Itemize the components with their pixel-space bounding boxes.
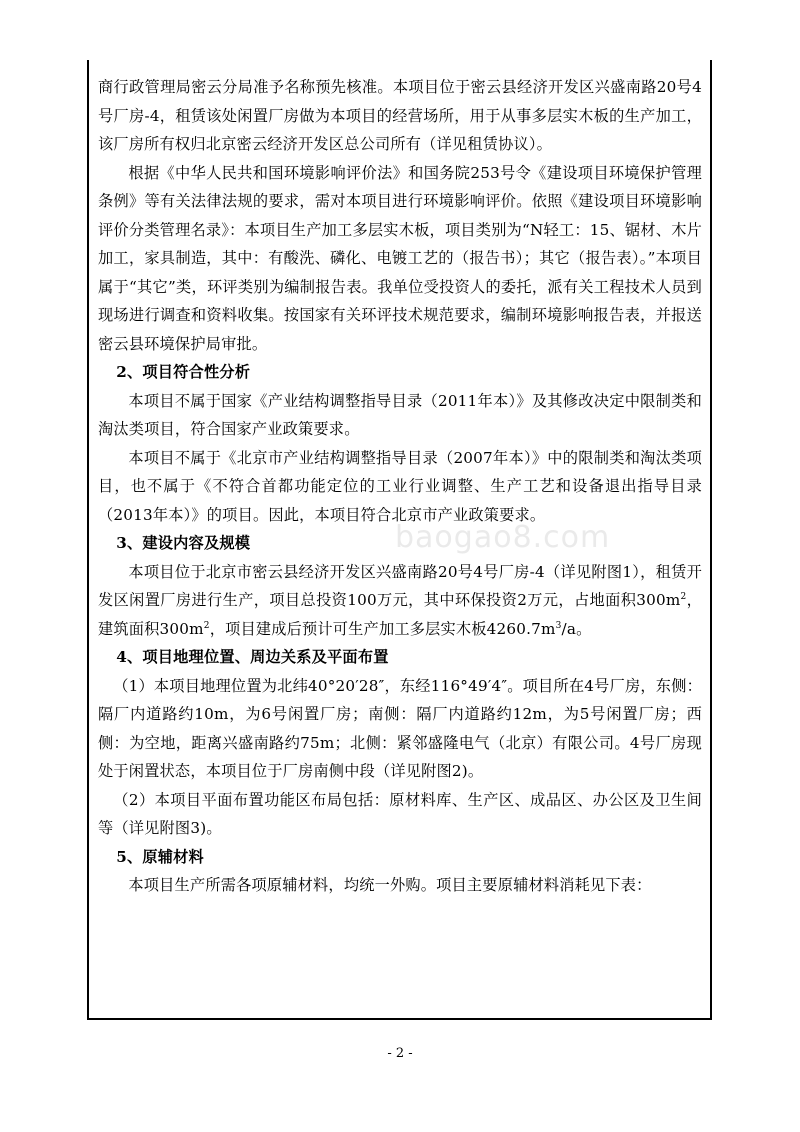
- scale-sup-area: 2: [680, 591, 687, 602]
- paragraph-materials: 本项目生产所需各项原辅材料，均统一外购。项目主要原辅材料消耗见下表：: [128, 876, 652, 894]
- paragraph-law-basis: 根据《中华人民共和国环境影响评价法》和国务院253号令《建设项目环境保护管理条例》等有关法律法规的要求，需对本项目进行环境影响评价。依照《建设项目环境影响评价分类管理名录》：本项目生产加工多层实木板，项目类别为“N轻工：15、锯材、木片加工，家具制造，其中：有酸洗、磷化、电镀工艺的（报告书）；其它（报告表）。”本项目属于“其它”类，环评类别为编制报告表。我单位受投资人的委托，派有关工程技术人员到现场进行调查和资料收集。按国家有关环评技术规范要求，编制环境影响报告表，并报送密云县环境保护局审批。: [98, 163, 702, 353]
- paragraph-location: （1）本项目地理位置为北纬40°20′28″，东经116°49′4″。项目所在4号厂房，东侧：隔厂内道路约10m，为6号闲置厂房；南侧：隔厂内道路约12m，为5号闲置厂房；西侧：为空地，距离兴盛南路约75m；北侧：紧邻盛隆电气（北京）有限公司。4号厂房现处于闲置状态，本项目位于厂房南侧中段（详见附图2)。: [98, 676, 702, 780]
- scale-sup-building: 2: [203, 620, 210, 631]
- scale-text-a: 本项目位于北京市密云县经济开发区兴盛南路20号4号厂房-4（详见附图1），租赁开发区闲置厂房进行生产，项目总投资100万元，其中环保投资2万元，占地面积300m: [98, 562, 702, 609]
- section-heading-location: 4、项目地理位置、周边关系及平面布置: [116, 648, 389, 666]
- paragraph-beijing-policy: 本项目不属于《北京市产业结构调整指导目录（2007年本）》中的限制类和淘汰类项目，也不属于《不符合首都功能定位的工业行业调整、生产工艺和设备退出指导目录（2013年本）》的项目。因此，本项目符合北京市产业政策要求。: [98, 448, 702, 524]
- page-number: - 2 -: [387, 1046, 413, 1061]
- scale-sup-volume: 3: [555, 620, 562, 631]
- paragraph-national-policy: 本项目不属于国家《产业结构调整指导目录（2011年本）》及其修改决定中限制类和淘汰类项目，符合国家产业政策要求。: [98, 391, 702, 438]
- section-heading-compliance: 2、项目符合性分析: [116, 363, 251, 381]
- document-body: [98, 73, 702, 900]
- scale-text-b: ，建筑面积300m: [98, 591, 702, 638]
- watermark: baogao8.com: [395, 520, 611, 555]
- paragraph-layout: （2）本项目平面布置功能区布局包括：原材料库、生产区、成品区、办公区及卫生间等（详见附图3)。: [98, 790, 702, 837]
- paragraph-intro-continued: 商行政管理局密云分局准予名称预先核准。本项目位于密云县经济开发区兴盛南路20号4号厂房-4，租赁该处闲置厂房做为本项目的经营场所，用于从事多层实木板的生产加工，该厂房所有权归北京密云经济开发区总公司所有（详见租赁协议）。: [98, 78, 702, 153]
- scale-text-c: ，项目建成后预计可生产加工多层实木板4260.7m: [209, 619, 556, 638]
- section-heading-materials: 5、原辅材料: [116, 847, 204, 866]
- paragraph-construction-scale: [98, 558, 702, 644]
- section-heading-construction: 3、建设内容及规模: [116, 534, 251, 552]
- scale-text-d: /a。: [561, 619, 592, 638]
